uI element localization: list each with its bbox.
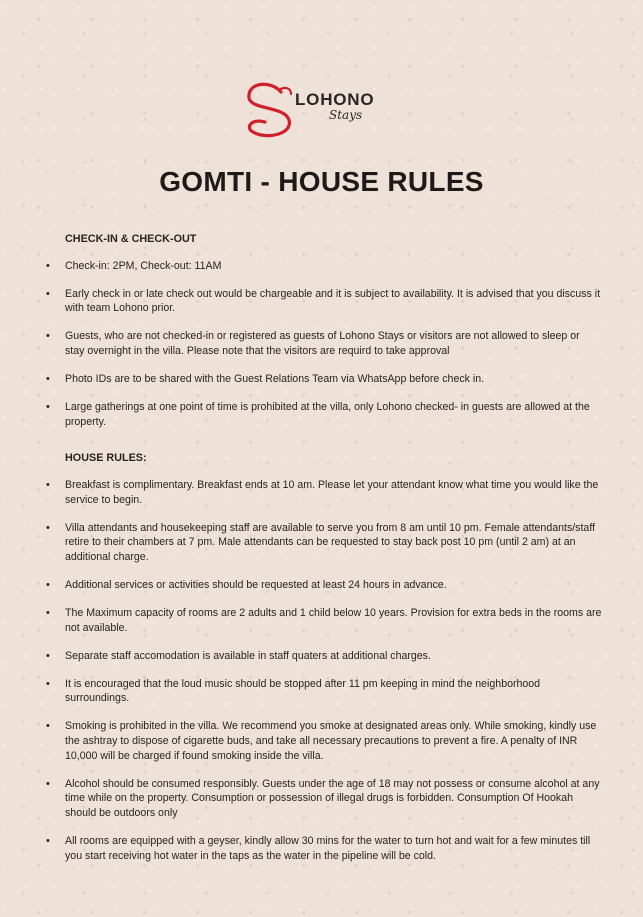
rule-item: • Additional services or activities should be requested at least 24 hours in advance. <box>46 578 602 593</box>
lohono-s-logo-icon <box>241 78 301 140</box>
brand-name: LOHONO <box>295 90 375 109</box>
section-heading: HOUSE RULES: <box>65 452 147 465</box>
rule-item: • The Maximum capacity of rooms are 2 adults and 1 child below 10 years. Provision for extra beds in the rooms are not available. <box>46 606 602 635</box>
rule-item: • Photo IDs are to be shared with the Guest Relations Team via WhatsApp before check in. <box>46 372 602 387</box>
rules-list <box>46 478 602 863</box>
section-house-rules <box>46 451 602 863</box>
rule-item: • Guests, who are not checked-in or registered as guests of Lohono Stays or visitors are not allowed to sleep or stay overnight in the villa. Please note that the visitors are requird to take approval <box>46 329 602 358</box>
rules-content <box>46 232 602 877</box>
brand-tagline: Stays <box>329 108 363 122</box>
section-checkin <box>46 232 602 429</box>
rule-item: • It is encouraged that the loud music should be stopped after 11 pm keeping in mind the neighborhood surroundings. <box>46 677 602 706</box>
brand-logo <box>241 78 391 140</box>
section-heading: CHECK-IN & CHECK-OUT <box>65 233 197 245</box>
rule-item: • Breakfast is complimentary. Breakfast ends at 10 am. Please let your attendant know what time you would like the service to begin. <box>46 478 602 507</box>
rule-item: • Alcohol should be consumed responsibly. Guests under the age of 18 may not possess or consume alcohol at any time while on the property. Consumption or possession of illegal drugs is forbidden. Consumption Of Hookah should be outdoors only <box>46 777 602 821</box>
rule-item: • Large gatherings at one point of time is prohibited at the villa, only Lohono checked- in guests are allowed at the property. <box>46 400 602 429</box>
page-title: GOMTI - HOUSE RULES <box>159 166 484 197</box>
rules-list <box>46 259 602 430</box>
rule-item: • Check-in: 2PM, Check-out: 11AM <box>46 259 602 274</box>
rule-item: • Separate staff accomodation is available in staff quaters at additional charges. <box>46 649 602 664</box>
rule-item: • Villa attendants and housekeeping staff are available to serve you from 8 am until 10 pm. Female attendants/staff retire to their chambers at 7 pm. Male attendants can be requested to stay back post 10 pm (until 2 am) at an additional charge. <box>46 521 602 565</box>
rule-item: • Early check in or late check out would be chargeable and it is subject to availability. It is advised that you discuss it with team Lohono prior. <box>46 287 602 316</box>
rule-item: • All rooms are equipped with a geyser, kindly allow 30 mins for the water to turn hot and wait for a few minutes till you start receiving hot water in the taps as the water in the pipeline will be cold. <box>46 834 602 863</box>
rule-item: • Smoking is prohibited in the villa. We recommend you smoke at designated areas only. While smoking, kindly use the ashtray to dispose of cigarette buds, and take all necessary precautions to prevent a fire. A penalty of INR 10,000 will be charged if found smoking inside the villa. <box>46 719 602 763</box>
